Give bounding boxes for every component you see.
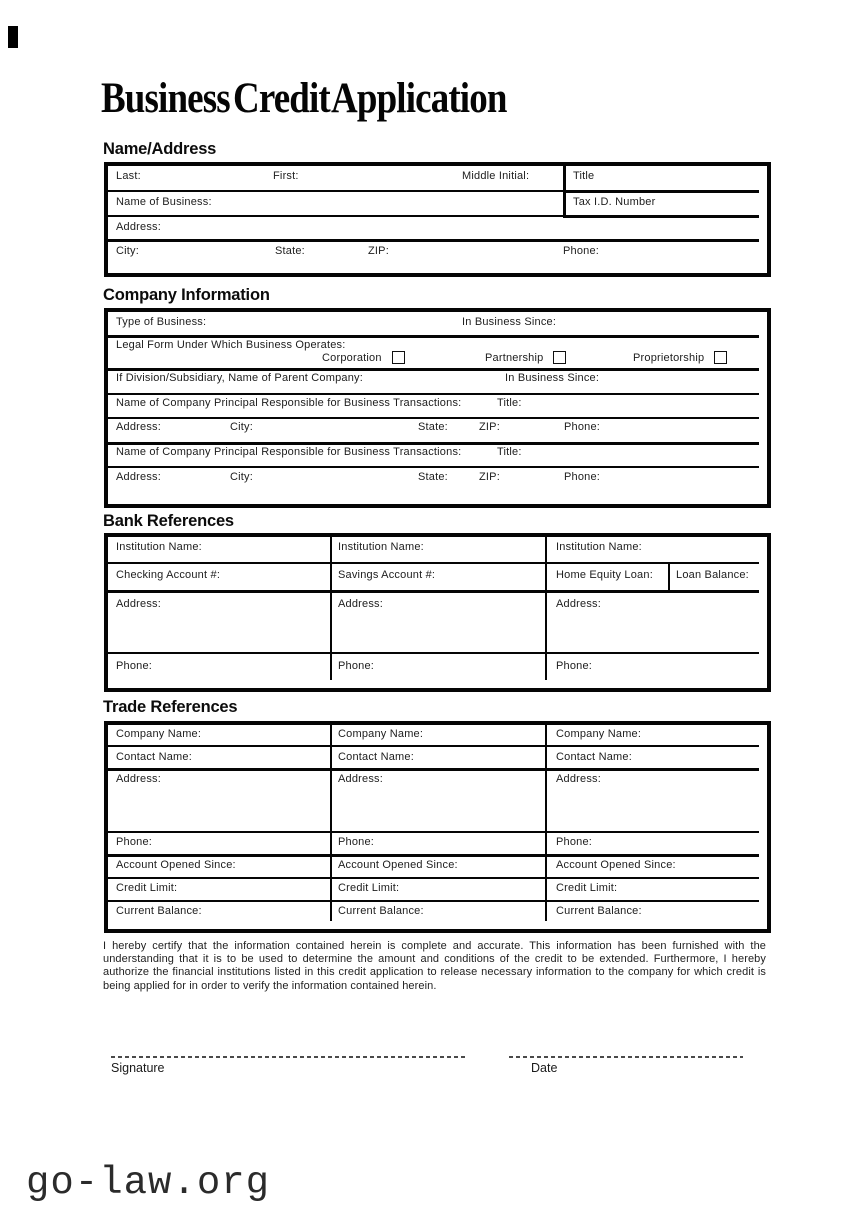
- proprietorship-checkbox[interactable]: [714, 351, 727, 364]
- field-label-trade-phone-1: Phone:: [116, 836, 153, 848]
- name-address-table: [104, 162, 771, 277]
- field-label-trade-company-2: Company Name:: [338, 728, 424, 740]
- legal-form-option-corporation: [322, 351, 405, 364]
- corporation-checkbox[interactable]: [392, 351, 405, 364]
- field-label-trade-address-3: Address:: [556, 773, 602, 785]
- field-label-trade-contact-1: Contact Name:: [116, 751, 192, 763]
- field-label-bank-phone-2: Phone:: [338, 660, 375, 672]
- field-label-bank-address-2: Address:: [338, 598, 384, 610]
- certification-paragraph: I hereby certify that the information contained herein is complete and accurate. This information has been furnished with the understanding that it is to be used to determine the amount and conditions of the credit to be extended. Furthermore, I hereby authorize the financial institutions listed in this credit application to release necessary information to the company for which credit is being applied for in order to verify the information contained herein.: [103, 940, 766, 992]
- field-label-principal-phone-1: Phone:: [564, 421, 601, 433]
- field-label-trade-phone-3: Phone:: [556, 836, 593, 848]
- divider-line: [108, 745, 759, 747]
- field-label-trade-contact-2: Contact Name:: [338, 751, 414, 763]
- divider-line: [108, 335, 759, 338]
- section-heading-company-information: Company Information: [103, 286, 270, 304]
- divider-line: [108, 239, 759, 242]
- divider-line: [108, 190, 563, 192]
- trade-references-table: [104, 721, 771, 933]
- divider-line: [108, 831, 759, 833]
- field-label-last: Last:: [116, 170, 141, 182]
- field-label-trade-account-opened-3: Account Opened Since:: [556, 859, 676, 871]
- field-label-trade-credit-limit-3: Credit Limit:: [556, 882, 618, 894]
- section-heading-bank-references: Bank References: [103, 512, 234, 530]
- divider-line: [108, 652, 759, 654]
- divider-line: [563, 215, 759, 218]
- field-label-trade-credit-limit-2: Credit Limit:: [338, 882, 400, 894]
- divider-line: [108, 877, 759, 879]
- divider-line: [108, 590, 759, 593]
- field-label-bank-phone-1: Phone:: [116, 660, 153, 672]
- divider-line: [108, 466, 759, 468]
- field-label-bank-phone-3: Phone:: [556, 660, 593, 672]
- field-label-title: Title: [573, 170, 595, 182]
- field-label-principal-title-1: Title:: [497, 397, 522, 409]
- field-label-principal-zip-2: ZIP:: [479, 471, 500, 483]
- field-label-trade-company-3: Company Name:: [556, 728, 642, 740]
- field-label-phone: Phone:: [563, 245, 600, 257]
- field-label-trade-account-opened-2: Account Opened Since:: [338, 859, 458, 871]
- field-label-bank-address-3: Address:: [556, 598, 602, 610]
- divider-line: [330, 725, 332, 921]
- field-label-principal-city-1: City:: [230, 421, 253, 433]
- checkbox-label-proprietorship: Proprietorship: [633, 351, 705, 364]
- field-label-state: State:: [275, 245, 305, 257]
- divider-line: [330, 537, 332, 680]
- field-label-type-of-business: Type of Business:: [116, 316, 207, 328]
- scan-corner-mark: [8, 26, 18, 48]
- field-label-trade-current-balance-2: Current Balance:: [338, 905, 424, 917]
- field-label-legal-form: Legal Form Under Which Business Operates:: [116, 339, 346, 351]
- company-information-table: [104, 308, 771, 508]
- divider-line: [108, 900, 759, 902]
- field-label-principal-state-1: State:: [418, 421, 448, 433]
- checkbox-label-partnership: Partnership: [485, 351, 544, 364]
- field-label-savings-account: Savings Account #:: [338, 569, 436, 581]
- field-label-loan-balance: Loan Balance:: [676, 569, 749, 581]
- field-label-principal-title-2: Title:: [497, 446, 522, 458]
- partnership-checkbox[interactable]: [553, 351, 566, 364]
- field-label-business-name: Name of Business:: [116, 196, 212, 208]
- checkbox-label-corporation: Corporation: [322, 351, 382, 364]
- field-label-trade-account-opened-1: Account Opened Since:: [116, 859, 236, 871]
- field-label-home-equity-loan: Home Equity Loan:: [556, 569, 653, 581]
- divider-line: [108, 854, 759, 857]
- field-label-principal-zip-1: ZIP:: [479, 421, 500, 433]
- field-label-zip: ZIP:: [368, 245, 389, 257]
- divider-line: [108, 417, 759, 419]
- divider-line: [108, 215, 563, 217]
- legal-form-option-proprietorship: [633, 351, 727, 364]
- field-label-trade-credit-limit-1: Credit Limit:: [116, 882, 178, 894]
- field-label-trade-address-2: Address:: [338, 773, 384, 785]
- field-label-institution-1: Institution Name:: [116, 541, 202, 553]
- field-label-trade-company-1: Company Name:: [116, 728, 202, 740]
- field-label-principal-city-2: City:: [230, 471, 253, 483]
- date-line[interactable]: [509, 1056, 743, 1058]
- field-label-principal-address-2: Address:: [116, 471, 162, 483]
- divider-line: [563, 190, 759, 193]
- date-label: Date: [531, 1061, 558, 1075]
- field-label-address: Address:: [116, 221, 162, 233]
- divider-line: [545, 725, 547, 921]
- field-label-bank-address-1: Address:: [116, 598, 162, 610]
- field-label-trade-current-balance-3: Current Balance:: [556, 905, 642, 917]
- field-label-principal-1: Name of Company Principal Responsible for Business Transactions:: [116, 397, 462, 409]
- field-label-institution-3: Institution Name:: [556, 541, 642, 553]
- section-heading-trade-references: Trade References: [103, 698, 238, 716]
- divider-line: [108, 562, 759, 564]
- divider-line: [108, 768, 759, 771]
- field-label-institution-2: Institution Name:: [338, 541, 424, 553]
- field-label-trade-current-balance-1: Current Balance:: [116, 905, 202, 917]
- divider-line: [545, 537, 547, 680]
- bank-references-table: [104, 533, 771, 692]
- field-label-principal-2: Name of Company Principal Responsible for Business Transactions:: [116, 446, 462, 458]
- divider-line: [108, 368, 759, 371]
- signature-line[interactable]: [111, 1056, 466, 1058]
- field-label-division: If Division/Subsidiary, Name of Parent Company:: [116, 372, 364, 384]
- field-label-trade-address-1: Address:: [116, 773, 162, 785]
- field-label-city: City:: [116, 245, 139, 257]
- watermark-go-law-org: go-law.org: [26, 1161, 271, 1205]
- field-label-division-in-business-since: In Business Since:: [505, 372, 600, 384]
- page-title: Business Credit Application: [101, 75, 507, 122]
- field-label-principal-phone-2: Phone:: [564, 471, 601, 483]
- field-label-trade-contact-3: Contact Name:: [556, 751, 632, 763]
- field-label-trade-phone-2: Phone:: [338, 836, 375, 848]
- field-label-in-business-since: In Business Since:: [462, 316, 557, 328]
- field-label-middle-initial: Middle Initial:: [462, 170, 530, 182]
- field-label-principal-address-1: Address:: [116, 421, 162, 433]
- field-label-principal-state-2: State:: [418, 471, 448, 483]
- section-heading-name-address: Name/Address: [103, 140, 217, 158]
- divider-line: [108, 442, 759, 445]
- field-label-first: First:: [273, 170, 299, 182]
- field-label-tax-id: Tax I.D. Number: [573, 196, 656, 208]
- field-label-checking-account: Checking Account #:: [116, 569, 221, 581]
- signature-label: Signature: [111, 1061, 165, 1075]
- legal-form-option-partnership: [485, 351, 566, 364]
- divider-line: [108, 393, 759, 395]
- divider-line: [668, 562, 670, 590]
